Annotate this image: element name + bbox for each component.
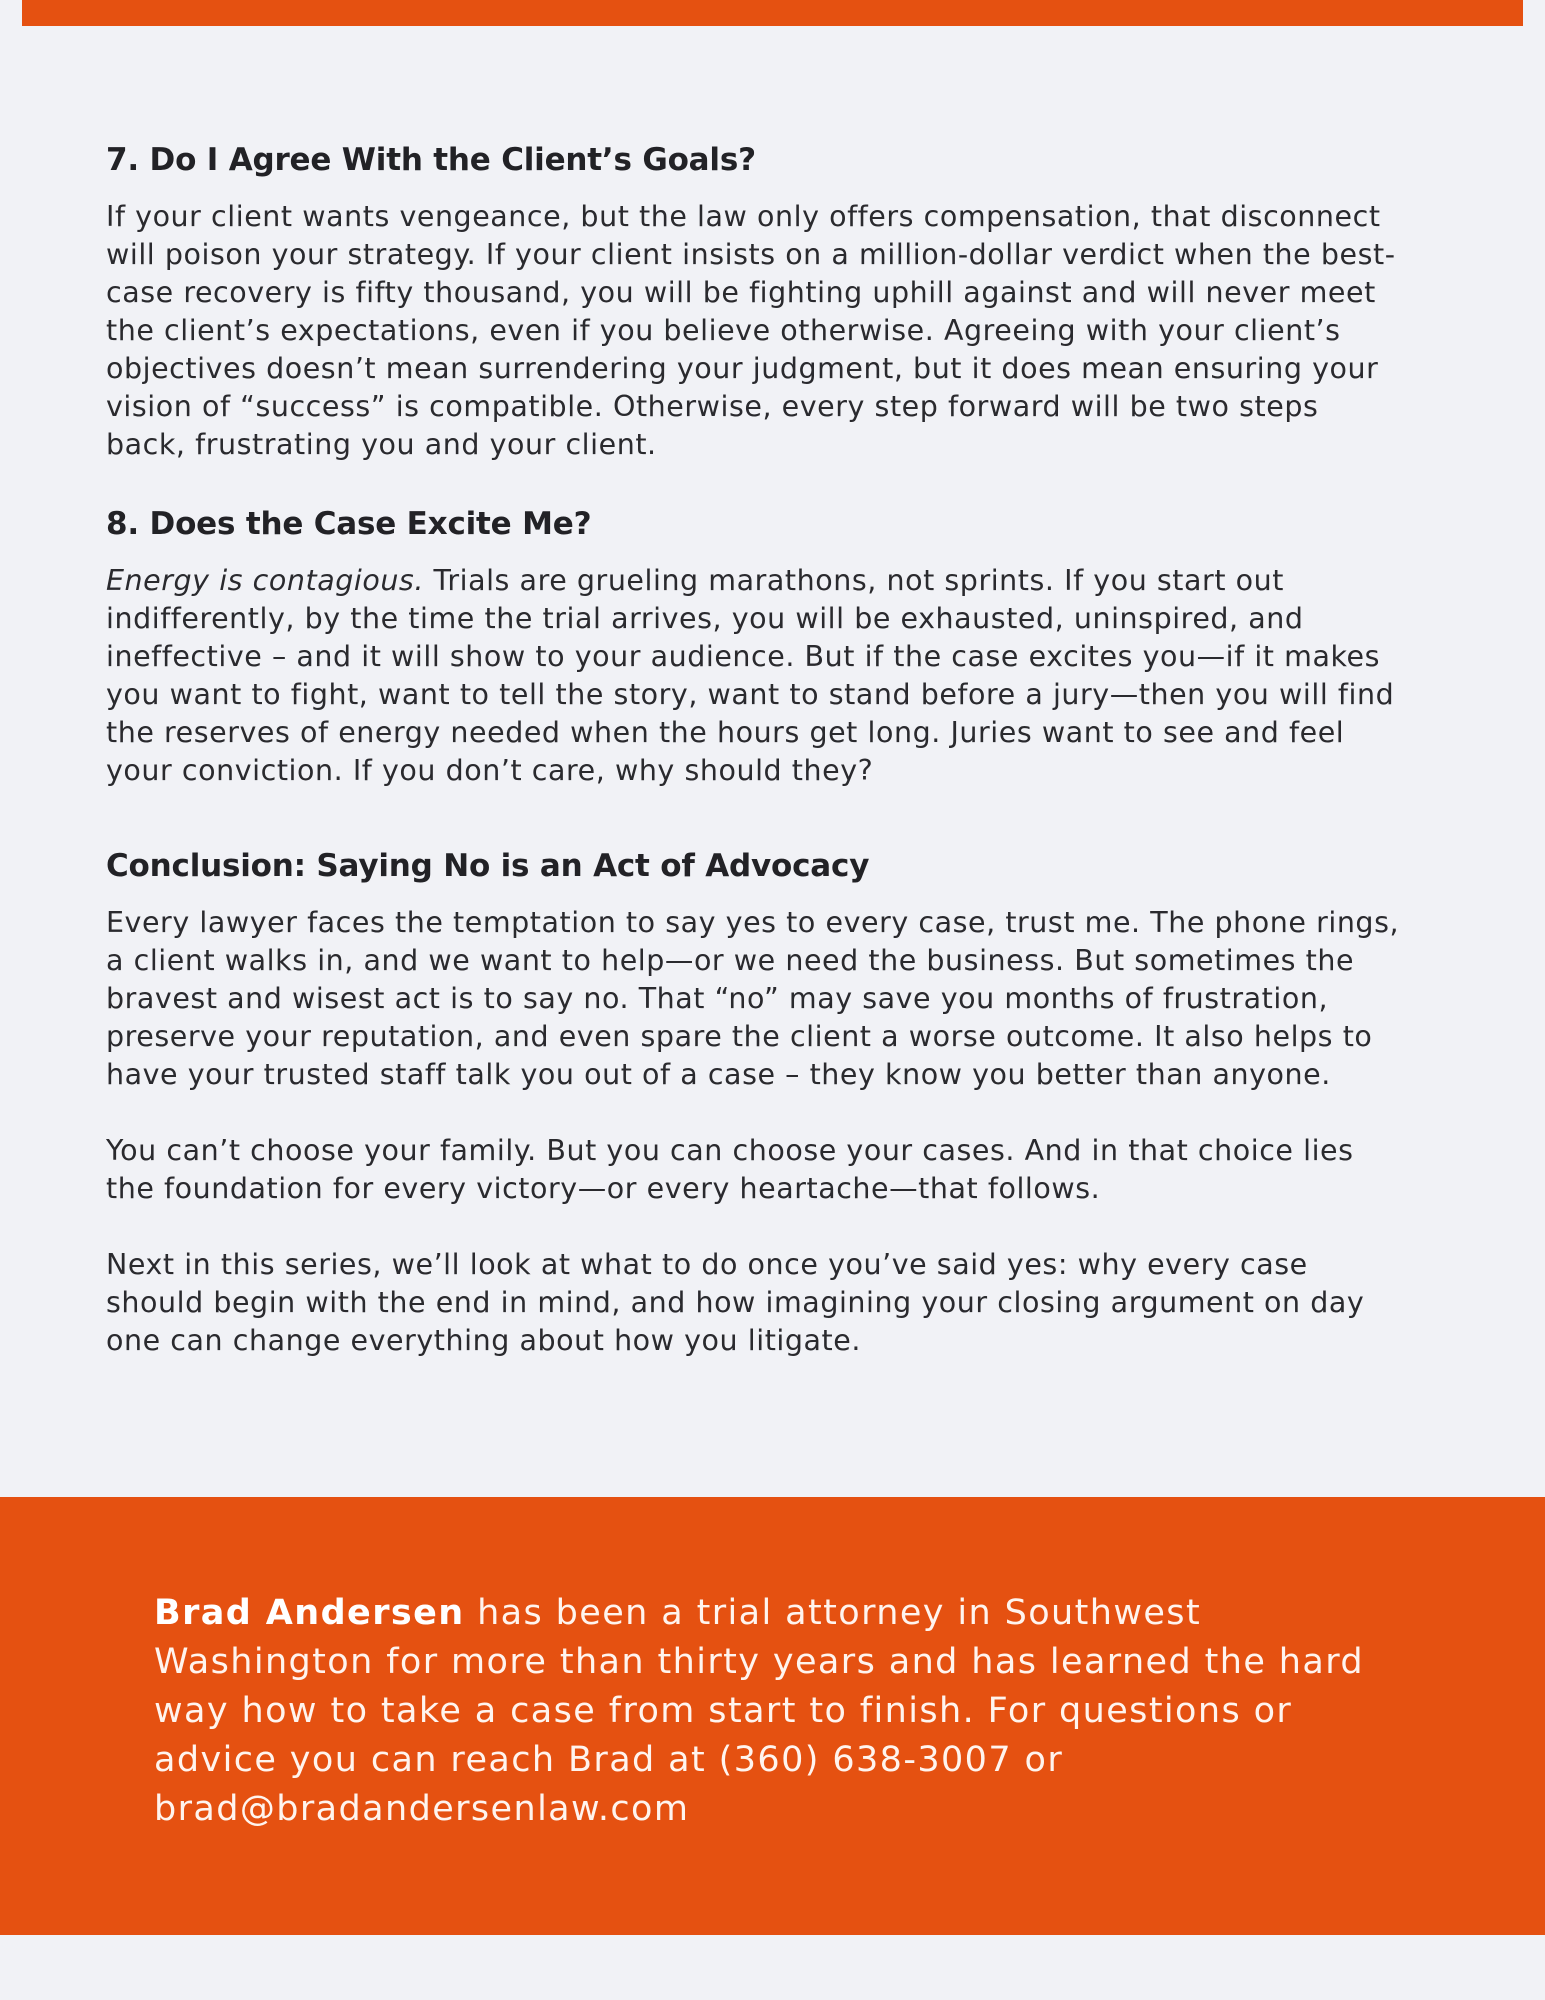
section-heading-conclusion: Conclusion: Saying No is an Act of Advocacy: [106, 848, 870, 884]
conclusion-paragraph: Every lawyer faces the temptation to say yes to every case, trust me. The phone rings, a client walks in, and we want to help—or we need the business. But sometimes the bravest and wisest act is to say no. That “no” may save you months of frustration, preserve your reputation, and even spare the client a worse outcome. It also helps to have your trusted staff talk you out of a case – they know you better than anyone.: [106, 906, 1400, 1091]
conclusion-paragraph: You can’t choose your family. But you can choose your cases. And in that choice lies the foundation for every victory—or every heartache—that follows.: [106, 1134, 1354, 1205]
section-body-q8: [106, 562, 1406, 790]
section-body-q7: If your client wants vengeance, but the law only offers compensation, that disconnect will poison your strategy. If your client insists on a million-dollar verdict when the best-case recovery is fifty thousand, you will be fighting uphill against and will never meet the client’s expectations, even if you believe otherwise. Agreeing with your client’s objectives doesn’t mean surrendering your judgment, but it does mean ensuring your vision of “success” is compatible. Otherwise, every step forward will be two steps back, frustrating you and your client.: [106, 200, 1396, 461]
section-heading-q8: 8. Does the Case Excite Me?: [106, 506, 592, 542]
author-name: Brad Andersen: [154, 1593, 465, 1633]
italic-lead: Energy is contagious.: [106, 564, 424, 597]
article-body: [106, 138, 1406, 1360]
author-bio-text: has been a trial attorney in Southwest Washington for more than thirty years and has learned the hard way how to take a case from start to finish. For questions or advice you can reach Brad at (360) 638-3007 or brad@bradandersenlaw.com: [154, 1593, 1365, 1829]
author-bio: [154, 1589, 1404, 1834]
section-body-q8-text: Trials are grueling marathons, not sprints. If you start out indifferently, by the time the trial arrives, you will be exhausted, uninspired, and ineffective – and it will show to your audience. But if the case excites you—if it makes you want to fight, want to tell the story, want to stand before a jury—then you will find the reserves of energy needed when the hours get long. Juries want to see and feel your conviction. If you don’t care, why should they?: [106, 564, 1395, 787]
author-bio-banner: [0, 1497, 1545, 1935]
section-heading-q7: 7. Do I Agree With the Client’s Goals?: [106, 142, 756, 178]
top-accent-bar: [22, 0, 1523, 26]
conclusion-paragraph: Next in this series, we’ll look at what to do once you’ve said yes: why every case should begin with the end in mind, and how imagining your closing argument on day one can change everything about how you litigate.: [106, 1248, 1365, 1357]
